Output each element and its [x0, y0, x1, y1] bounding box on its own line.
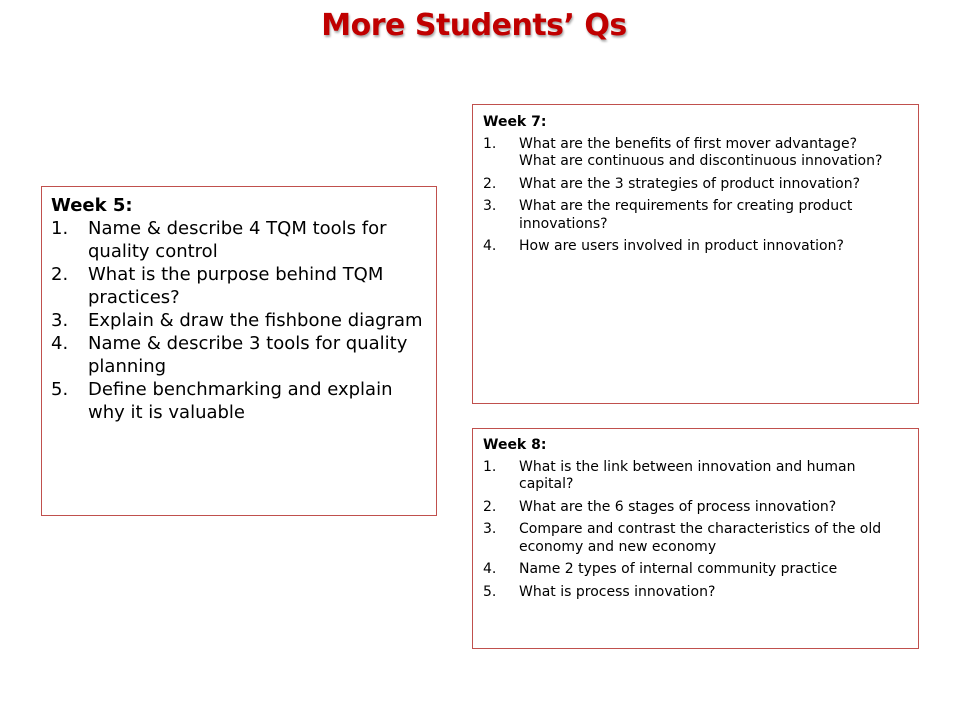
week8-question-box	[472, 428, 919, 649]
list-item	[483, 521, 910, 556]
list-item	[51, 263, 428, 309]
list-item	[483, 198, 910, 233]
question-text: What are the 6 stages of process innovation?	[519, 498, 837, 515]
question-text: Name & describe 4 TQM tools for quality control	[88, 218, 387, 262]
question-text: How are users involved in product innovation?	[519, 238, 844, 254]
list-item	[483, 136, 910, 171]
question-text: Explain & draw the fishbone diagram	[88, 310, 423, 331]
list-number: 3.	[483, 521, 497, 537]
list-number: 3.	[51, 310, 69, 331]
question-text: What are the 3 strategies of product innovation?	[519, 175, 861, 192]
list-number: 5.	[483, 583, 497, 600]
list-item	[483, 176, 910, 194]
list-number: 3.	[483, 198, 497, 214]
question-text: What is process innovation?	[519, 583, 716, 600]
list-number: 4.	[483, 561, 497, 577]
list-item	[483, 584, 910, 602]
list-number: 2.	[51, 264, 69, 285]
week5-question-list	[51, 217, 428, 424]
list-number: 1.	[483, 135, 497, 152]
list-item	[483, 238, 910, 256]
list-number: 4.	[51, 333, 69, 354]
question-text: What are the benefits of first mover advantage?	[519, 135, 858, 152]
week8-heading: Week 8:	[483, 437, 547, 453]
question-text: Define benchmarking and explain why it is valuable	[88, 379, 393, 423]
question-text: Compare and contrast the characteristics of the old economy and new economy	[519, 521, 882, 555]
question-text: Name 2 types of internal community practice	[519, 561, 838, 577]
question-text: Name & describe 3 tools for quality planning	[88, 333, 408, 377]
list-item	[51, 378, 428, 424]
question-text: What are the requirements for creating product innovations?	[519, 198, 853, 232]
slide-title: More Students’ Qs	[321, 8, 627, 43]
list-item	[483, 499, 910, 517]
week5-question-box	[41, 186, 437, 516]
week7-heading: Week 7:	[483, 114, 547, 130]
question-text: What is the purpose behind TQM practices?	[88, 264, 384, 308]
list-number: 1.	[483, 458, 497, 475]
list-item	[483, 459, 910, 494]
week7-question-list	[483, 136, 910, 256]
list-item	[483, 561, 910, 579]
list-number: 5.	[51, 379, 69, 400]
question-subtext: What are continuous and discontinuous innovation?	[519, 153, 883, 169]
list-item	[51, 332, 428, 378]
list-number: 1.	[51, 218, 69, 239]
question-text: What is the link between innovation and human capital?	[519, 458, 856, 492]
week8-question-list	[483, 459, 910, 602]
week5-heading: Week 5:	[51, 195, 133, 216]
week7-question-box	[472, 104, 919, 404]
list-number: 2.	[483, 498, 497, 515]
list-item	[51, 309, 428, 332]
list-item	[51, 217, 428, 263]
list-number: 4.	[483, 238, 497, 254]
list-number: 2.	[483, 175, 497, 192]
